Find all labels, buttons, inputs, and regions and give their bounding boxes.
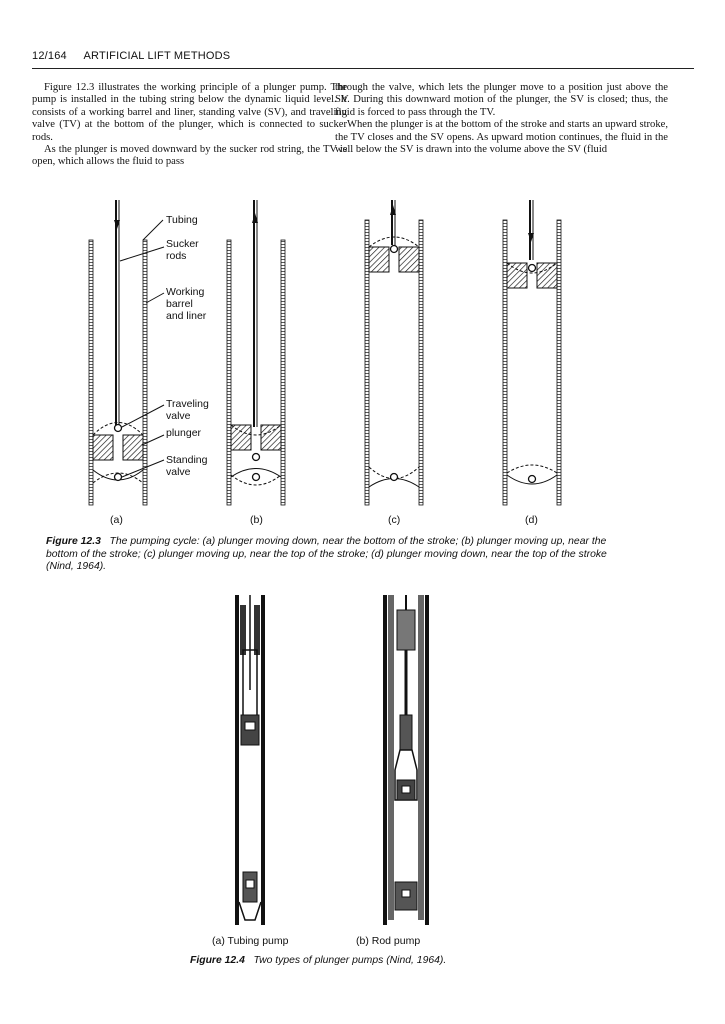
pump-a xyxy=(89,200,147,505)
label-sucker-2: rods xyxy=(166,250,187,262)
label-standing-valve-1: Standing xyxy=(166,454,208,466)
label-traveling-valve-1: Traveling xyxy=(166,398,209,410)
figure-12-3-caption-text: The pumping cycle: (a) plunger moving down, near the bottom of the stroke; (b) plunger moving up, near the bottom of the stroke; (c) plunger moving up, near the top of the stroke; (d) plunger moving down, near the top of the stroke (Nind, 1964). xyxy=(46,536,607,572)
pump-b xyxy=(227,200,285,505)
figure-12-3-sublabel-a: (a) xyxy=(110,514,123,526)
label-working-barrel-2: barrel xyxy=(166,298,193,310)
paragraph: When the plunger is at the bottom of the stroke and starts an upward stroke, the TV closes and the SV opens. As upward motion continues, the fluid in the well below the SV is drawn into the volume above the SV (fluid xyxy=(335,119,668,156)
pump-c xyxy=(365,200,423,505)
tubing-pump xyxy=(235,595,265,925)
figure-12-4-label-b: (b) Rod pump xyxy=(356,935,421,947)
figure-12-3-diagram xyxy=(80,195,640,510)
label-working-barrel-3: and liner xyxy=(166,310,207,322)
figure-12-3-sublabel-d: (d) xyxy=(525,514,538,526)
figure-12-4-caption xyxy=(190,955,610,968)
page-number: 12/164 xyxy=(32,50,67,62)
figure-12-4-caption-text: Two types of plunger pumps (Nind, 1964). xyxy=(253,955,447,966)
rod-pump xyxy=(383,595,429,925)
paragraph: Figure 12.3 illustrates the working principle of a plunger pump. The pump is installed in the tubing string below the dynamic liquid level. It consists of a working barrel and liner, standing valve (SV), and traveling valve (TV) at the bottom of the plunger, which is connected to sucker rods. xyxy=(32,82,347,143)
paragraph: through the valve, which lets the plunger move to a position just above the SV. During this downward motion of the plunger, the SV is closed; thus, the fluid is forced to pass through the TV. xyxy=(335,82,668,118)
label-sucker-1: Sucker xyxy=(166,238,199,250)
label-plunger: plunger xyxy=(166,427,202,439)
label-working-barrel-1: Working xyxy=(166,286,205,298)
chapter-title: ARTIFICIAL LIFT METHODS xyxy=(83,50,231,62)
figure-12-3-sublabel-c: (c) xyxy=(388,514,401,526)
text-column-right xyxy=(335,82,668,156)
figure-12-4-label-a: (a) Tubing pump xyxy=(212,935,289,947)
label-standing-valve-2: valve xyxy=(166,466,191,478)
figure-12-4-diagram xyxy=(225,590,445,930)
paragraph: As the plunger is moved downward by the sucker rod string, the TV is open, which allows the fluid to pass xyxy=(32,144,347,168)
figure-12-3-caption xyxy=(46,536,616,574)
page-header xyxy=(32,50,694,69)
figure-12-3-caption-label: Figure 12.3 xyxy=(46,536,101,547)
label-tubing: Tubing xyxy=(166,214,198,226)
text-column-left xyxy=(32,82,347,169)
figure-12-4-caption-label: Figure 12.4 xyxy=(190,955,245,966)
pump-d xyxy=(503,200,561,505)
figure-12-3-sublabel-b: (b) xyxy=(250,514,263,526)
label-traveling-valve-2: valve xyxy=(166,410,191,422)
